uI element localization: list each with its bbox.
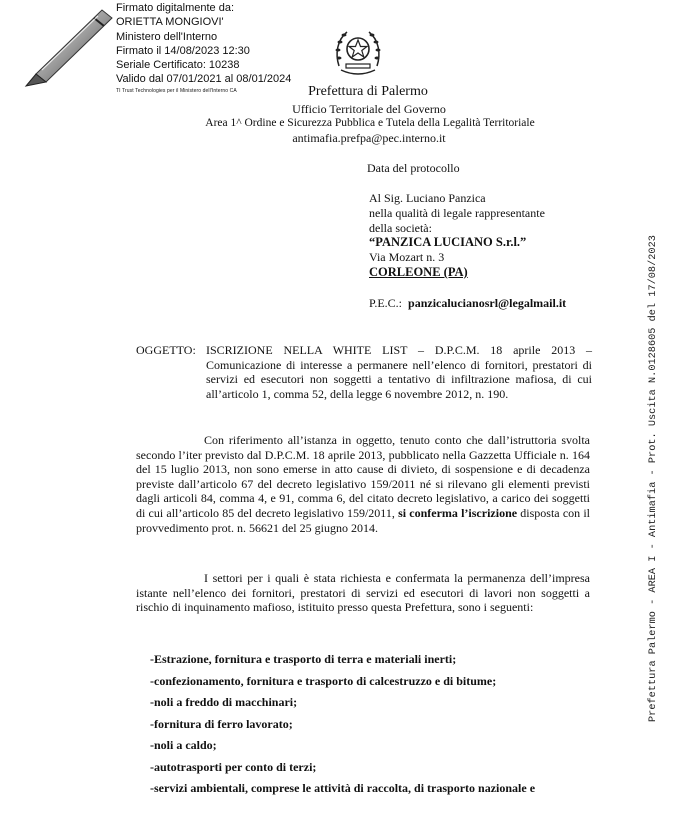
addressee-line: nella qualità di legale rappresentante	[369, 205, 545, 220]
signature-line: Firmato digitalmente da:	[116, 2, 234, 14]
signature-ca-line: TI Trust Technologies per il Ministero dell'Interno CA	[116, 87, 237, 94]
list-item: -Estrazione, fornitura e trasporto di terra e materiali inerti;	[150, 652, 457, 666]
sectors-list	[150, 652, 600, 803]
street-address: Via Mozart n. 3	[369, 250, 445, 265]
list-item: -fornitura di ferro lavorato;	[150, 716, 293, 731]
subject-block	[206, 343, 592, 401]
subject-body: Comunicazione di interesse a permanere nell’elenco di fornitori, prestatori di servizi ed esecutori non soggetti a tentativo di infiltrazione mafiosa, di cui all’articolo 1, comma 52, della legge 6 novembre 2012, n. 190.	[206, 357, 592, 401]
protocol-margin-text: Prefettura Palermo - AREA I - Antimafia - Prot. Uscita N.0128605 del 17/08/2023	[648, 235, 659, 722]
paragraph-2: I settori per i quali è stata richiesta e confermata la permanenza dell’impresa istante nell’elenco dei fornitori, prestatori di servizi ed esecutori di lavori non soggetti a rischio di inquinamento mafioso, istituito presso questa Prefettura, sono i seguenti:	[136, 571, 590, 615]
paragraph-1	[136, 433, 590, 535]
subject-title: ISCRIZIONE NELLA WHITE LIST – D.P.C.M. 18 aprile 2013 –	[206, 343, 592, 357]
list-item: -autotrasporti per conto di terzi;	[150, 759, 317, 774]
protocol-date: Data del protocollo	[367, 161, 460, 175]
signature-line: Firmato il 14/08/2023 12:30	[116, 44, 250, 57]
company-name: “PANZICA LUCIANO S.r.l.”	[369, 235, 527, 250]
subject-label: OGGETTO:	[136, 343, 196, 357]
paragraph-1-text: Con riferimento all’istanza in oggetto, tenuto conto che dall’istruttoria svolta secondo l’iter previsto dal D.P.C.M. 18 aprile 2013, pubblicato nella Gazzetta Ufficiale n. 164 del 15 luglio 2013, non sono emerse in atto cause di divieto, di sospensione e di decadenza previste dall’articolo 67 del decreto legislativo 159/2011 né si rilevano gli elementi previsti dagli articoli 84, comma 4, e 91, comma 6, del citato decreto legislativo, a carico dei soggetti di cui all’articolo 85 del decreto legislativo 159/2011,	[136, 433, 590, 520]
pen-icon	[22, 6, 114, 88]
list-item: -confezionamento, fornitura e trasporto di calcestruzzo e di bitume;	[150, 673, 497, 688]
list-item: -noli a freddo di macchinari;	[150, 695, 298, 709]
addressee-line: Al Sig. Luciano Panzica	[369, 191, 486, 205]
paragraph-1-bold: si conferma l’iscrizione	[398, 505, 518, 520]
addressee-block	[369, 191, 545, 280]
digital-signature-block	[116, 1, 291, 95]
pec-address: panzicalucianosrl@legalmail.it	[408, 296, 567, 310]
pec-label: P.E.C.:	[369, 296, 403, 310]
header-email: antimafia.prefpa@pec.interno.it	[292, 131, 446, 145]
pec-line	[369, 296, 566, 311]
header-area: Area 1^ Ordine e Sicurezza Pubblica e Tutela della Legalità Territoriale	[205, 117, 535, 129]
signature-line: ORIETTA MONGIOVI'	[116, 16, 224, 29]
signature-line: Ministero dell'Interno	[116, 30, 218, 43]
header-ufficio: Ufficio Territoriale del Governo	[292, 102, 446, 116]
list-item: -noli a caldo;	[150, 738, 217, 752]
signature-line: Seriale Certificato: 10238	[116, 59, 240, 72]
addressee-line: della società:	[369, 220, 432, 235]
protocol-margin-stamp	[648, 198, 662, 722]
italian-republic-emblem	[333, 26, 383, 78]
paragraph-1-text-end: disposta con il provvedimento prot. n. 56621 del 25 giugno 2014.	[136, 505, 591, 535]
list-item: -servizi ambientali, comprese le attività di raccolta, di trasporto nazionale e	[150, 781, 536, 795]
city: CORLEONE (PA)	[369, 264, 468, 279]
header-prefettura: Prefettura di Palermo	[308, 84, 428, 99]
signature-line: Valido dal 07/01/2021 al 08/01/2024	[116, 73, 292, 86]
